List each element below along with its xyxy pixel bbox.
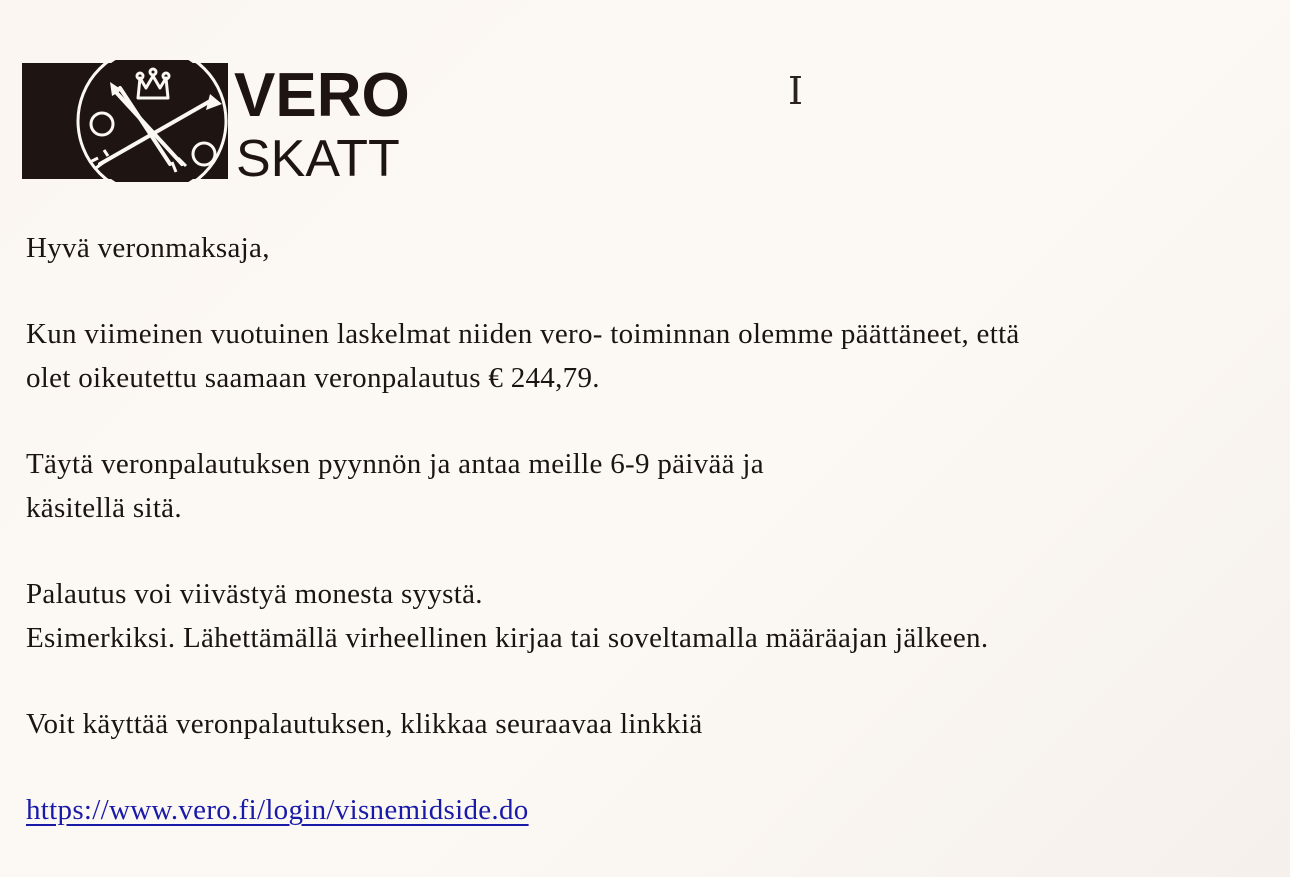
svg-text:SKATT: SKATT: [236, 130, 400, 182]
svg-text:VERO: VERO: [234, 61, 410, 130]
greeting: Hyvä veronmaksaja,: [26, 232, 270, 264]
email-body: [26, 226, 1256, 832]
paragraph-1-line-2: olet oikeutettu saamaan veronpalautus € 244,79.: [26, 362, 600, 394]
vero-skatt-logo: [22, 60, 422, 182]
text-cursor-icon: I: [788, 69, 804, 113]
refund-link[interactable]: https://www.vero.fi/login/visnemidside.do: [26, 794, 529, 826]
paragraph-2-line-1: Täytä veronpalautuksen pyynnön ja antaa meille 6-9 päivää ja: [26, 448, 764, 480]
paragraph-3-line-2: Esimerkiksi. Lähettämällä virheellinen kirjaa tai soveltamalla määräajan jälkeen.: [26, 622, 989, 654]
paragraph-4: Voit käyttää veronpalautuksen, klikkaa seuraavaa linkkiä: [26, 708, 703, 740]
coat-of-arms-icon: [22, 60, 422, 182]
paragraph-1-line-1: Kun viimeinen vuotuinen laskelmat niiden vero- toiminnan olemme päättäneet, että: [26, 318, 1020, 350]
paragraph-3-line-1: Palautus voi viivästyä monesta syystä.: [26, 578, 483, 610]
paragraph-2-line-2: käsitellä sitä.: [26, 492, 182, 524]
